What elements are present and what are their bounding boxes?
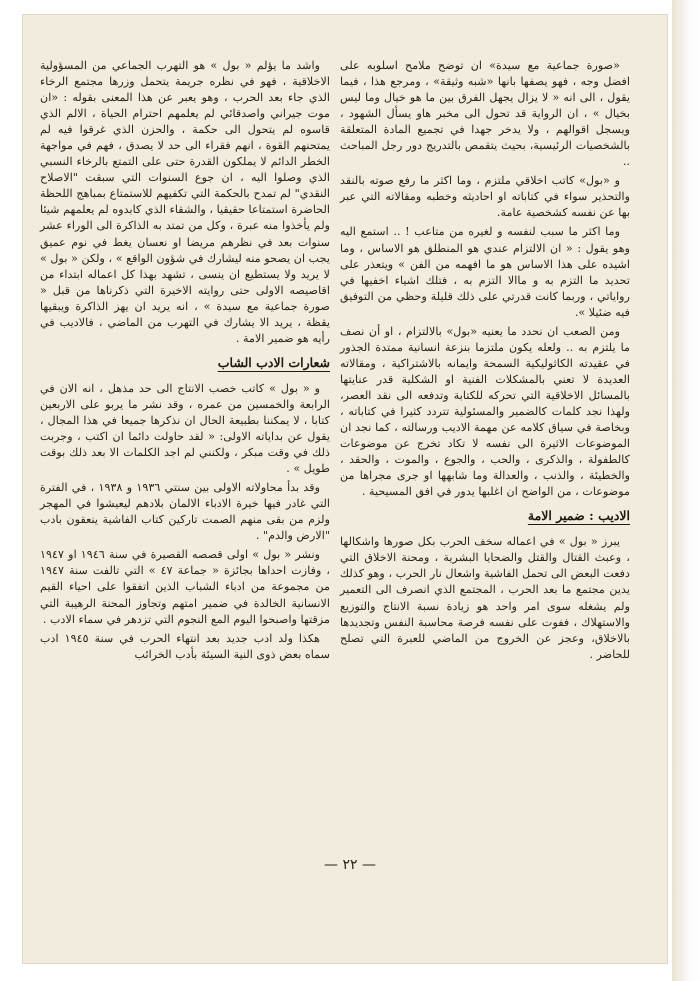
page-number: — ٢٢ — <box>324 857 376 873</box>
paragraph: واشد ما يؤلم « بول » هو التهرب الجماعي من المسؤولية الاخلاقية ، فهو في نظره جريمة يتحمل وزرها مجتمع الرخاء الذي جاء بعد الحرب ، وهو يعبر عن هذا المعنى بقوله : «ان موت جيراني واصدقائي لم يعلمهم احترام الحياة ، الالم الذي قاسوه لم يتحول الى حكمة ، والحزن الذي غرقوا فيه لم يمتحنهم القوة ، انهم فقراء الى حد لا يصدق ، فهم في مواجهة الخطر الدائم لا يملكون القدرة حتى على التمتع بالرخاء النسبي الذي وصلوا اليه ، ان جوع السنوات التي سبقت "الاصلاح النقدي" لم تمدح بالحكمة التي تكفيهم للاستمتاع بمباهج اللحظة الحاضرة استمتاعا حقيقيا ، والشقاء الذي كابدوه لم يعلمهم شيئا ولم يأخذوا منه عبرة ، وكل من تمتد به الذاكرة الى الوراء عشر سنوات بعد في نظرهم مريضا او نعسان يغط في نوم عميق يجب ان يصحو منه ليشارك في شؤون الواقع » ، ولكن « بول » لا يريد ولا يستطيع ان ينسى ، تشهد بهذا كل اعماله ابتداء من اقاصيصه الاولى حتى روايته الاخيرة التي ذكرناها من قبل « صورة جماعية مع سيدة » ، انه يريد ان يهز الذاكرة ويبقيها يقظة ، يريد الا يشارك في التهرب من الماضي ، فالاديب في رأيه هو ضمير الامة . <box>40 59 330 345</box>
paragraph: ومن الصعب ان نحدد ما يعنيه «بول» بالالتزام ، او أن نصف ما يلتزم به .. ولعله يكون ملتزما بنزعة انسانية ممتدة الجذور في عقيدته الكاثوليكية السمحة وايمانه بالاشتراكية ، ومقالاته العديدة لا تعني بالمشكلات الفنية او الشكلية قدر عنايتها بالمسائل الاخلاقية التي تحركه للكتابة وتدفعه الى نقد العصر، ولهذا نجد كلمات كالضمير والمسئولية تتردد كثيرا في كتاباته ، وبخاصة في سياق كلامه عن مهمة الاديب ورسالته ، كما نجد ان الموضوعات الاثيرة الى نفسه لا تكاد تخرج عن موضوعات كالطفولة ، والذكرى ، والحب ، والجوع ، والموت ، والحقد ، والخطيئة ، والذنب ، والعدالة وما شابهها او جرى مجراها من موضوعات ، من الواضح ان اغلبها يدور في افق المسيحية . <box>340 324 630 499</box>
paragraph: و «بول» كاتب اخلاقي ملتزم ، وما اكثر ما رفع صوته بالنقد والتحذير سواء في كتاباته او احاديثه وخطبه ومقالاته التي عبر بها عن نفسه كشخصية عامة. <box>340 174 630 220</box>
paragraph: وقد بدأ محاولاته الاولى بين سنتي ١٩٣٦ و ١٩٣٨ ، في الفترة التي غادر فيها خيرة الادباء الالمان بلادهم ليعيشوا في المهجر ولزم من بقى منهم الصمت تاركين كتاب الفاشية ينعقون بادب "الارض والدم" . <box>40 481 330 543</box>
paragraph: هكذا ولد ادب جديد بعد انتهاء الحرب في سنة ١٩٤٥ ادب سماه بعض ذوى النية السيئة بأدب الخرائب <box>40 631 330 661</box>
section-heading-writer-conscience: الاديب : ضمير الامة <box>527 508 630 524</box>
section-heading-young-literature: شعارات الادب الشاب <box>217 354 330 370</box>
page-binding-edge <box>672 0 700 981</box>
left-column <box>40 58 330 666</box>
paragraph: و « بول » كاتب خصب الانتاج الى حد مذهل ، انه الان في الرابعة والخمسين من عمره ، وقد نشر ما يربو على الاربعين كتابا ، لا يمكننا بطبيعة الحال ان نذكرها جميعا في هذا المجال ، يقول عن بداياته الاولى: « لقد حاولت دائما ان اكتب ، وجربت ذلك في وقت مبكر ، ولكنني لم اجد الكلمات الا بعد ذلك بوقت طويل » . <box>40 381 330 476</box>
paragraph: ونشر « بول » اولى قصصه القصيرة في سنة ١٩٤٦ او ١٩٤٧ ، وفازت احداها بجائزة « جماعة ٤٧ » التي تالفت سنة ١٩٤٧ من مجموعة من ادباء الشباب الذين اتفقوا على احياء القيم الانسانية الخالدة في ضمير امتهم وتجاوز المحنة الرهيبة التي مزقتها واصبحوا اليوم المع النجوم التي تزدهر في سماء الادب . <box>40 548 330 626</box>
right-column <box>340 58 630 666</box>
paragraph: «صورة جماعية مع سيدة» ان توضح ملامح اسلوبه على افضل وجه ، فهو يصفها بانها «شبه وثيقة» ، ومرجع هذا ، فيما يقول ، الى انه « لا يزال يجهل الفرق بين ما هو خيال وما ليس بخيال » ، ان الرواية قد تحول الى مخبر هاو يسأل الشهود ، ويسجل اقوالهم ، ولا يدخر جهدا في تجميع المادة المتعلقة بالشخصيات الرئيسية، بحيث يتقمص بالتدريج دور رجل المباحث .. <box>340 59 630 169</box>
paragraph: وما اكثر ما سبب لنفسه و لغيره من متاعب ! .. استمع اليه وهو يقول : « ان الالتزام عندي هو المنطلق هو الاساس ، وما اشيده على هذا الاساس هو ما افهمه من الفن » ويتعذر على تحديد ما التزم به و ماالا التزم به ، فتلك اشياء اخفيها في رواياتي ، وربما كانت قدرتي على ذلك قليلة وحظي من التوفيق فيه ضئيلا ». <box>340 225 630 319</box>
paragraph: يبرز « بول » في اعماله سخف الحرب بكل صورها واشكالها ، وعبث القتال والقتل والضحايا البشرية ، ومحنة الاخلاق التي دفعت البعض الى تحمل الفاشية واشعال نار الحرب ، وهو كذلك يدين مجتمع ما بعد الحرب ، المجتمع الذي انصرف الى التعمير ولم يشغله سوى امر واحد هو زيادة نسبة الانتاج والتوزيع والاستهلاك ، ففوت على نفسه فرصة محاسبة النفس وتجديدها بالاخلاق، وعجز عن الخروج من الماضي للعبرة التي تصلح للحاضر . <box>340 535 630 661</box>
